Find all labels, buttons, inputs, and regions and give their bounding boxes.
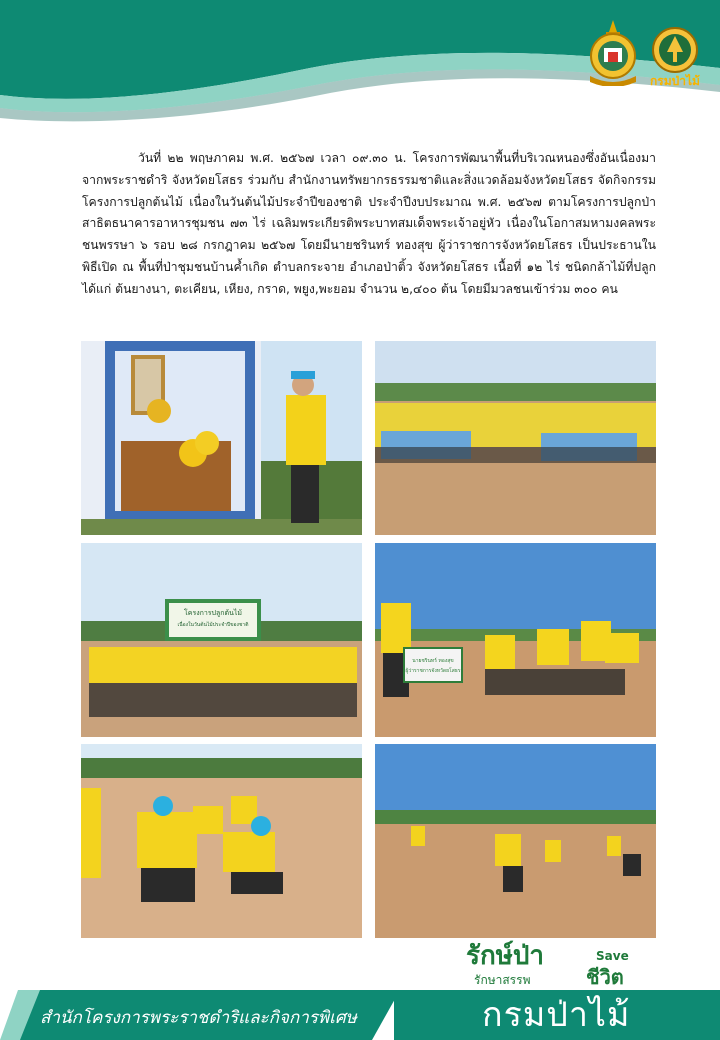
banner-subtext: เนื่องในวันต้นไม้ประจำปีของชาติ <box>177 622 249 628</box>
slogan-main: รักษ์ป่า <box>466 941 544 971</box>
slogan-save: Save <box>596 949 629 963</box>
footer-department-name: กรมป่าไม้ <box>482 995 631 1035</box>
province-emblem-icon <box>584 18 642 86</box>
photo-planting-sign <box>375 543 656 737</box>
slogan-sub: รักษาสรรพ <box>474 973 531 987</box>
article-body <box>82 148 656 301</box>
photo-planting-closeup <box>81 744 362 938</box>
slogan-life: ชีวิต <box>586 965 624 988</box>
sign-text-line1: นายชรินทร์ ทองสุข <box>412 658 454 664</box>
save-forest-slogan-logo <box>466 940 656 988</box>
photo-planting-field <box>375 744 656 938</box>
logo-label: กรมป่าไม้ <box>650 74 700 88</box>
photo-ceremony-altar <box>81 341 362 535</box>
article-paragraph: วันที่ ๒๒ พฤษภาคม พ.ศ. ๒๕๖๗ เวลา ๐๙.๓๐ น. โครงการพัฒนาพื้นที่บริเวณหนองซึ่งอันเนื่องมาจากพระราชดำริ จังหวัดยโสธร ร่วมกับ สำนักงานทรัพยากรธรรมชาติและสิ่งแวดล้อมจังหวัดยโสธร จัดกิจกรรม โครงการปลูกต้นไม้ เนื่องในวันต้นไม้ประจำปีของชาติ ประจำปีงบประมาณ พ.ศ. ๒๕๖๗ ตามโครงการปลูกป่าสาธิตธนาคารอาหารชุมชน ๗๓ ไร่ เฉลิมพระเกียรติพระบาทสมเด็จพระเจ้าอยู่หัว เนื่องในโอกาสมหามงคลพระชนพรรษา ๖ รอบ ๒๘ กรกฎาคม ๒๕๖๗ โดยมีนายชรินทร์ ทองสุข ผู้ว่าราชการจังหวัดยโสธร เป็นประธานในพิธีเปิด ณ พื้นที่ป่าชุมชนบ้านค้ำเกิด ตำบลกระจาย อำเภอป่าติ้ว จังหวัดยโสธร เนื้อที่ ๑๒ ไร่ ชนิดกล้าไม้ที่ปลูกได้แก่ ต้นยางนา, ตะเคียน, เหียง, กราด, พยูง,พะยอม จำนวน ๒,๔๐๐ ต้น โดยมีมวลชนเข้าร่วม ๓๐๐ คน <box>82 151 656 296</box>
photo-group-sign <box>81 543 362 737</box>
royal-forest-department-logo-icon <box>651 26 699 74</box>
photo-group-banners <box>375 341 656 535</box>
sign-text-line2: ผู้ว่าราชการจังหวัดยโสธร <box>405 668 461 674</box>
footer-office-name: สำนักโครงการพระราชดำริและกิจการพิเศษ <box>40 1008 357 1028</box>
banner-text: โครงการปลูกต้นไม้ <box>184 609 242 617</box>
